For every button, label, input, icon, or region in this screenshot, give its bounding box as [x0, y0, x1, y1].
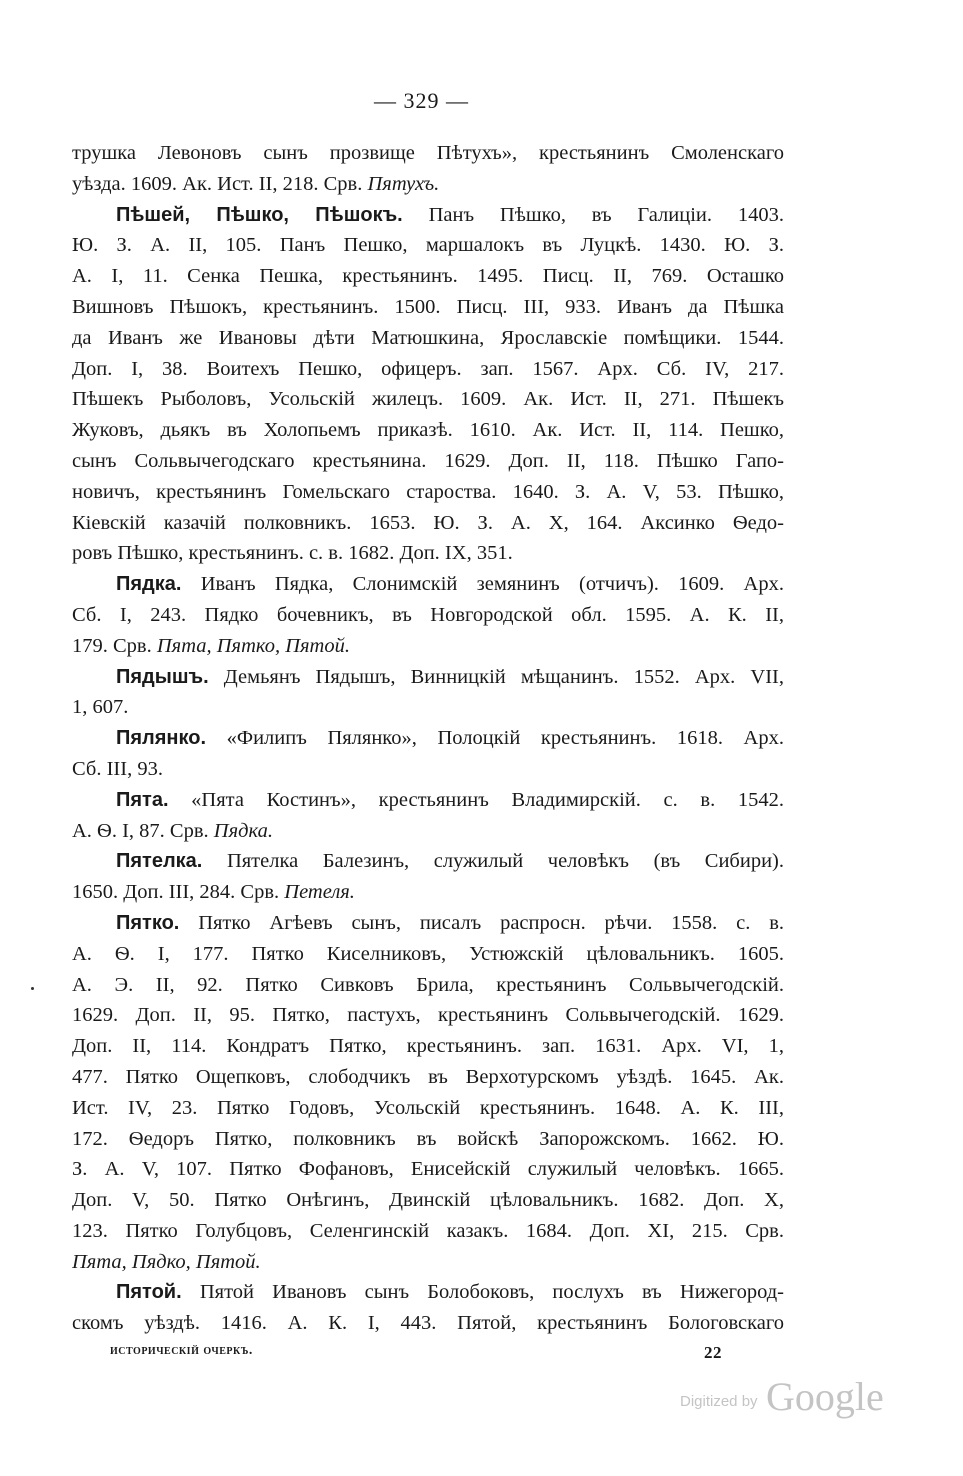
text-line: [72, 354, 784, 385]
text-segment: 179. Срв.: [72, 634, 157, 657]
text-line: [72, 446, 784, 477]
google-watermark: [680, 1373, 890, 1423]
text-segment: Сб. I, 243. Пядко бочевникъ, въ Новгородской обл. 1595. А. К. II,: [72, 603, 784, 626]
text-segment: Доп. V, 50. Пятко Онѣгинъ, Двинскій цѣловальникъ. 1682. Доп. X,: [72, 1189, 784, 1212]
text-line: [72, 292, 784, 323]
text-segment: Кіевскій казачій полковникъ. 1653. Ю. З. А. X, 164. Аксинко Ѳедо-: [72, 511, 784, 534]
text-segment: 123. Пятко Голубцовъ, Селенгинскій казакъ. 1684. Доп. XI, 215. Срв.: [72, 1219, 784, 1242]
text-segment: Панъ Пѣшко, въ Галиціи. 1403.: [402, 203, 784, 226]
page-number: — 329 —: [374, 88, 469, 113]
text-line: [72, 1124, 784, 1155]
text-segment: новичъ, крестьянинъ Гомельскаго староства. 1640. З. А. V, 53. Пѣшко,: [72, 480, 784, 503]
text-segment: З. А. V, 107. Пятко Фофановъ, Енисейскій служилый человѣкъ. 1665.: [72, 1158, 784, 1181]
headword: Пядка.: [116, 573, 182, 596]
text-segment: Доп. II, 114. Кондратъ Пятко, крестьянинъ. зап. 1631. Арх. VI, 1,: [72, 1035, 784, 1058]
text-segment: Вишновъ Пѣшокъ, крестьянинъ. 1500. Писц. III, 933. Иванъ да Пѣшка: [72, 295, 784, 318]
text-line: [72, 631, 784, 662]
text-line: [72, 692, 784, 723]
text-segment: Доп. I, 38. Воитехъ Пешко, офицеръ. зап. 1567. Арх. Сб. IV, 217.: [72, 357, 784, 380]
headword: Пята.: [116, 788, 169, 811]
text-segment: трушка Левоновъ сынъ прозвище Пѣтухъ», крестьянинъ Смоленскаго: [72, 142, 784, 164]
text-line: [72, 1031, 784, 1062]
text-line: [72, 538, 784, 569]
text-segment: «Филипъ Пялянко», Полоцкій крестьянинъ. 1618. Арх.: [206, 727, 784, 750]
text-line: [72, 200, 784, 231]
text-segment: Пятко Агѣевъ сынъ, писалъ распросн. рѣчи. 1558. с. в.: [179, 911, 784, 934]
text-line: [72, 600, 784, 631]
text-segment: 1629. Доп. II, 95. Пятко, пастухъ, крестьянинъ Сольвычегодскій. 1629.: [72, 1004, 784, 1027]
headword: Пятой.: [116, 1281, 182, 1304]
text-segment: А. Э. II, 92. Пятко Сивковъ Брила, крестьянинъ Сольвычегодскій.: [72, 973, 784, 996]
text-line: [72, 785, 784, 816]
text-line: [72, 477, 784, 508]
text-line: [72, 1277, 784, 1308]
text-line: [72, 384, 784, 415]
text-segment: ровъ Пѣшко, крестьянинъ. с. в. 1682. Доп. IX, 351.: [72, 542, 513, 565]
text-segment: 1, 607.: [72, 696, 129, 719]
text-segment: Иванъ Пядка, Слонимскій земянинъ (отчичъ). 1609. Арх.: [181, 573, 784, 596]
text-segment: Жуковъ, дьякъ въ Холопьемъ приказѣ. 1610. Ак. Ист. II, 114. Пешко,: [72, 419, 784, 442]
text-line: [72, 323, 784, 354]
text-segment: А. Ѳ. I, 87. Срв.: [72, 819, 214, 842]
text-segment: да Иванъ же Ивановы дѣти Матюшкина, Ярославскіе помѣщики. 1544.: [72, 326, 784, 349]
text-line: [72, 723, 784, 754]
text-line: [72, 1062, 784, 1093]
text-line: [72, 1000, 784, 1031]
cross-reference: Пята, Пядко, Пятой.: [72, 1250, 261, 1273]
footer-sheet-number: 22: [704, 1343, 722, 1362]
text-segment: Пѣшекъ Рыболовъ, Усольскій жилецъ. 1609. Ак. Ист. II, 271. Пѣшекъ: [72, 388, 784, 411]
text-segment: Пятой Ивановъ сынъ Болобоковъ, послухъ въ Нижегород-: [181, 1281, 784, 1304]
text-line: [72, 138, 784, 169]
headword: Пялянко.: [116, 727, 207, 750]
text-segment: 1650. Доп. III, 284. Срв.: [72, 881, 285, 904]
cross-reference: Пятухъ.: [367, 172, 440, 195]
headword: Пятелка.: [116, 850, 203, 873]
text-segment: Ист. IV, 23. Пятко Годовъ, Усольскій крестьянинъ. 1648. А. К. III,: [72, 1096, 784, 1119]
text-segment: «Пята Костинъ», крестьянинъ Владимирскій. с. в. 1542.: [168, 788, 784, 811]
text-line: [72, 1093, 784, 1124]
text-line: [72, 939, 784, 970]
cross-reference: Пядка.: [213, 819, 273, 842]
text-line: [72, 908, 784, 939]
text-line: [72, 816, 784, 847]
text-segment: А. Ѳ. I, 177. Пятко Киселниковъ, Устюжскій цѣловальникъ. 1605.: [72, 942, 784, 965]
text-line: [72, 754, 784, 785]
text-segment: Пятелка Балезинъ, служилый человѣкъ (въ Сибири).: [202, 850, 784, 873]
headword: Пятко.: [116, 911, 180, 934]
google-logo-text: Google: [766, 1374, 884, 1419]
cross-reference: Пята, Пятко, Пятой.: [156, 634, 350, 657]
page-footer: [110, 1343, 722, 1365]
text-line: [72, 1185, 784, 1216]
text-line: [72, 415, 784, 446]
text-line: [72, 1216, 784, 1247]
headword: Пядышъ.: [116, 665, 209, 688]
text-line: [72, 846, 784, 877]
text-line: [72, 230, 784, 261]
text-segment: Демьянъ Пядышъ, Винницкій мѣщанинъ. 1552. Арх. VII,: [208, 665, 784, 688]
body-text: [72, 138, 784, 1339]
text-segment: А. I, 11. Сенка Пешка, крестьянинъ. 1495. Писц. II, 769. Осташко: [72, 265, 784, 288]
text-segment: 172. Ѳедоръ Пятко, полковникъ въ войскѣ Запорожскомъ. 1662. Ю.: [72, 1127, 784, 1150]
text-line: [72, 261, 784, 292]
text-line: [72, 1247, 784, 1278]
text-line: [72, 569, 784, 600]
text-line: [72, 970, 784, 1001]
text-line: [72, 508, 784, 539]
text-segment: скомъ уѣздѣ. 1416. А. К. I, 443. Пятой, крестьянинъ Бологовскаго: [72, 1312, 784, 1335]
headword: Пѣшей, Пѣшко, Пѣшокъ.: [116, 203, 403, 226]
digitized-by-label: Digitized by: [680, 1393, 758, 1410]
text-line: [72, 1308, 784, 1339]
text-segment: Сб. III, 93.: [72, 757, 163, 780]
text-segment: Ю. З. А. II, 105. Панъ Пешко, маршалокъ въ Луцкѣ. 1430. Ю. З.: [72, 234, 784, 257]
text-segment: 477. Пятко Ощепковъ, слободчикъ въ Верхотурскомъ уѣздѣ. 1645. Ак.: [72, 1065, 784, 1088]
ink-speck: [31, 987, 34, 990]
cross-reference: Петеля.: [284, 881, 355, 904]
footer-signature: историческій очеркъ.: [110, 1343, 253, 1358]
text-line: [72, 662, 784, 693]
text-segment: сынъ Сольвычегодскаго крестьянина. 1629. Доп. II, 118. Пѣшко Гапо-: [72, 449, 784, 472]
text-line: [72, 1154, 784, 1185]
text-line: [72, 877, 784, 908]
text-line: [72, 169, 784, 200]
text-segment: уѣзда. 1609. Ак. Ист. II, 218. Срв.: [72, 172, 368, 195]
